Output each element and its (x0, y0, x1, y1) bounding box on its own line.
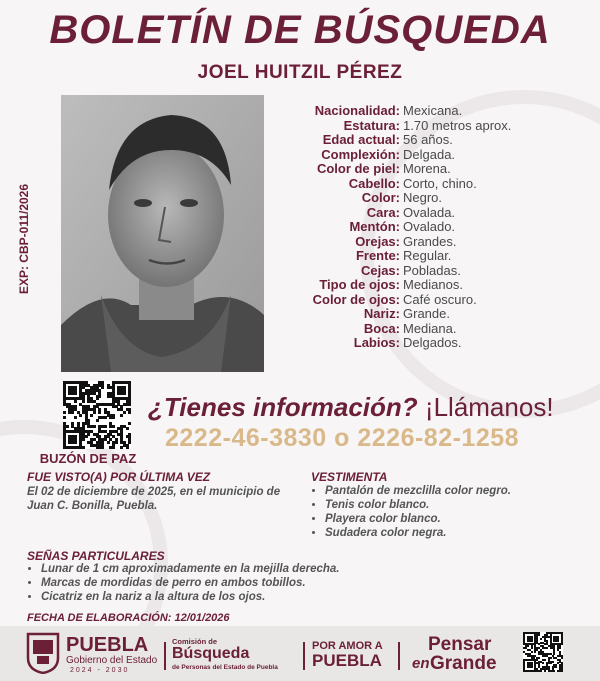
qr-module (98, 411, 101, 414)
qr-module (101, 446, 104, 449)
footer-comision: Comisión de (172, 637, 218, 646)
qr-module (93, 411, 96, 414)
attribute-row (280, 133, 511, 148)
marks-heading: SEÑAS PARTICULARES (27, 549, 165, 563)
qr-module (550, 662, 552, 664)
qr-module (98, 395, 101, 398)
clothing-item: • Pantalón de mezclilla color negro. (325, 484, 581, 498)
qr-module (546, 647, 548, 649)
qr-module (542, 662, 544, 664)
clothing-item: • Tenis color blanco. (325, 498, 581, 512)
attribute-row (280, 264, 511, 279)
qr-module (555, 666, 557, 668)
phone-numbers[interactable]: 2222-46-3830 o 2226-82-1258 (165, 424, 520, 452)
attribute-label: Cara: (366, 204, 400, 220)
attribute-row (280, 220, 511, 235)
attribute-label: Color de ojos: (312, 291, 400, 307)
qr-module (79, 414, 82, 417)
clothing-item: • Sudadera color negra. (325, 526, 581, 540)
footer-divider (398, 642, 400, 670)
attribute-row (280, 119, 511, 134)
footer-puebla: PUEBLA (66, 634, 149, 656)
qr-module (544, 659, 546, 661)
attribute-value: Medianos. (403, 277, 463, 292)
attribute-row (280, 104, 511, 119)
last-seen-heading: FUE VISTO(A) POR ÚLTIMA VEZ (27, 470, 211, 484)
attribute-label: Estatura: (343, 117, 400, 133)
attribute-value: Negro. (403, 190, 443, 205)
attribute-label: Frente: (355, 248, 400, 263)
footer-busqueda-sub: de Personas del Estado de Puebla (172, 664, 278, 671)
marks-list (27, 562, 427, 604)
attribute-value: 56 años. (403, 132, 453, 147)
qr-module (538, 657, 540, 659)
attribute-row (280, 191, 511, 206)
qr-module (128, 422, 131, 425)
attribute-value: Café oscuro. (403, 291, 477, 307)
qr-module (544, 670, 546, 672)
attribute-value: Ovalado. (403, 219, 456, 234)
call-text: ¡Llámanos! (424, 392, 554, 422)
expediente-number: EXP: CBP-011/2026 (17, 183, 31, 295)
qr-module (120, 414, 123, 417)
qr-module (82, 438, 85, 441)
attribute-row (280, 307, 511, 322)
attribute-value: Ovalada. (403, 204, 456, 220)
footer-years: 2024 - 2030 (70, 667, 130, 674)
attribute-value: Mediana. (403, 320, 457, 336)
qr-module (531, 647, 533, 649)
buzon-label: BUZÓN DE PAZ (39, 451, 137, 466)
qr-module (540, 638, 542, 640)
footer-puebla-slogan: PUEBLA (312, 651, 382, 670)
qr-module (534, 651, 536, 653)
qr-module (128, 411, 131, 414)
mark-item: • Cicatriz en la nariz a la altura de los ojos. (41, 590, 427, 604)
qr-module (112, 416, 115, 419)
attribute-value: Morena. (403, 161, 451, 176)
attribute-value: Corto, chino. (403, 175, 477, 191)
attribute-row (280, 177, 511, 192)
clothing-heading: VESTIMENTA (311, 470, 388, 484)
qr-module (96, 419, 99, 422)
clothing-item: • Playera color blanco. (325, 512, 581, 526)
page-title: BOLETÍN DE BÚSQUEDA (49, 8, 551, 52)
qr-module (104, 416, 107, 419)
attribute-value: 1.70 metros aprox. (403, 117, 512, 133)
qr-module (120, 446, 123, 449)
qr-module (553, 670, 555, 672)
qr-module (74, 441, 77, 444)
attribute-row (280, 278, 511, 293)
attribute-label: Color de piel: (316, 161, 400, 176)
qr-module (550, 657, 552, 659)
footer-pensar: Pensar (428, 634, 492, 655)
qr-module (107, 441, 110, 444)
qr-code[interactable] (63, 381, 131, 449)
attribute-label: Nacionalidad: (314, 103, 400, 118)
qr-module (552, 661, 554, 663)
fecha-elaboracion: FECHA DE ELABORACIÓN: 12/01/2026 (27, 612, 230, 624)
qr-module (93, 425, 96, 428)
attribute-row (280, 206, 511, 221)
question-text: ¿Tienes información? (148, 392, 418, 422)
attribute-label: Color: (361, 190, 400, 205)
qr-module (82, 446, 85, 449)
qr-module (128, 403, 131, 406)
attribute-value: Delgada. (403, 146, 456, 162)
attribute-row (280, 148, 511, 163)
attribute-label: Edad actual: (322, 132, 400, 147)
qr-module (63, 416, 66, 419)
puebla-shield-icon (26, 632, 60, 674)
mark-item: • Lunar de 1 cm aproximadamente en la mejilla derecha. (41, 562, 427, 576)
qr-module (63, 411, 66, 414)
attribute-row (280, 336, 511, 351)
qr-module (126, 446, 129, 449)
qr-module (74, 400, 77, 403)
qr-module (527, 645, 529, 647)
person-name: JOEL HUITZIL PÉREZ (197, 62, 403, 83)
attribute-label: Nariz: (363, 306, 400, 321)
qr-module (112, 446, 115, 449)
attribute-row (280, 293, 511, 308)
qr-module (82, 400, 85, 403)
person-photo-image (61, 95, 264, 372)
footer-en: en (412, 655, 430, 672)
qr-module (96, 397, 99, 400)
attribute-value: Grande. (403, 306, 450, 321)
qr-module (531, 651, 533, 653)
attribute-label: Mentón: (349, 219, 400, 234)
qr-module (112, 425, 115, 428)
footer-divider (164, 642, 166, 670)
attribute-label: Cejas: (360, 262, 400, 278)
person-photo (61, 95, 264, 372)
footer-busqueda: Búsqueda (172, 645, 250, 662)
footer-divider (303, 642, 305, 670)
qr-module (66, 425, 69, 428)
footer-qr-code[interactable] (523, 632, 563, 672)
attribute-label: Labios: (353, 335, 400, 350)
attribute-value: Pobladas. (403, 262, 461, 278)
qr-module (561, 657, 563, 659)
clothing-list (311, 484, 581, 540)
attribute-label: Boca: (363, 320, 400, 336)
attribute-value: Delgados. (403, 335, 462, 350)
attribute-row (280, 162, 511, 177)
mark-item: • Marcas de mordidas de perro en ambos tobillos. (41, 576, 427, 590)
qr-module (559, 647, 561, 649)
footer-grande: Grande (430, 653, 497, 674)
attribute-value: Grandes. (403, 233, 457, 249)
qr-module (87, 433, 90, 436)
attribute-label: Tipo de ojos: (319, 277, 400, 292)
attribute-list (280, 104, 511, 351)
qr-module (553, 653, 555, 655)
attribute-label: Complexión: (321, 146, 400, 162)
qr-module (74, 416, 77, 419)
last-seen-text: El 02 de diciembre de 2025, en el municipio de Juan C. Bonilla, Puebla. (27, 486, 281, 512)
qr-module (123, 392, 126, 395)
qr-module (538, 634, 540, 636)
qr-module (126, 427, 129, 430)
attribute-label: Cabello: (348, 175, 400, 191)
qr-module (561, 670, 563, 672)
qr-module (90, 414, 93, 417)
attribute-row (280, 235, 511, 250)
qr-module (101, 386, 104, 389)
qr-module (557, 640, 559, 642)
attribute-value: Regular. (403, 248, 452, 263)
qr-module (85, 435, 88, 438)
contact-question (148, 392, 554, 423)
qr-module (104, 425, 107, 428)
qr-module (531, 640, 533, 642)
qr-module (74, 392, 77, 395)
attribute-row (280, 249, 511, 264)
qr-module (71, 411, 74, 414)
qr-module (115, 441, 118, 444)
attribute-value: Mexicana. (403, 103, 463, 118)
attribute-label: Orejas: (355, 233, 400, 249)
qr-module (123, 411, 126, 414)
qr-module (540, 670, 542, 672)
attribute-row (280, 322, 511, 337)
footer-gobierno: Gobierno del Estado (66, 655, 158, 666)
qr-module (128, 441, 131, 444)
footer-por-amor: POR AMOR A (312, 640, 383, 652)
qr-module (561, 643, 563, 645)
qr-module (531, 666, 533, 668)
